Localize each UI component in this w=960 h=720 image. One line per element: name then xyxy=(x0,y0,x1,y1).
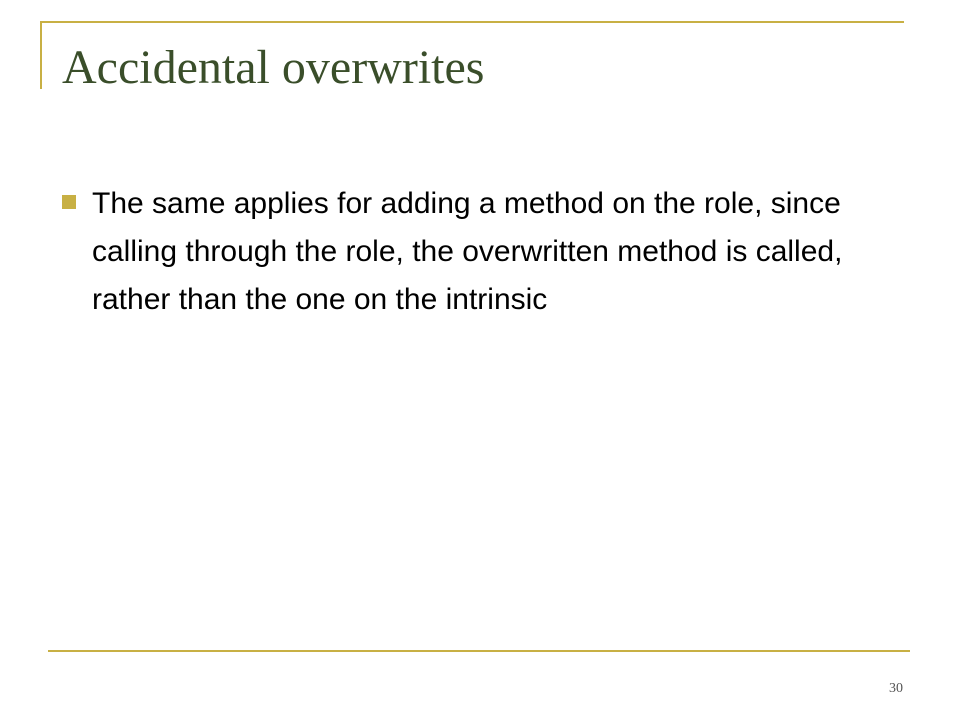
frame-left-line xyxy=(40,21,42,89)
bullet-item xyxy=(62,180,882,324)
bullet-list xyxy=(62,180,882,324)
bullet-text: The same applies for adding a method on the role, since calling through the role, the overwritten method is called, rather than the one on the intrinsic xyxy=(92,187,843,316)
slide-title: Accidental overwrites xyxy=(62,41,485,94)
page-number: 30 xyxy=(889,681,903,696)
frame-top-line xyxy=(40,21,904,23)
square-bullet-icon xyxy=(62,195,76,209)
frame-bottom-line xyxy=(48,650,910,652)
